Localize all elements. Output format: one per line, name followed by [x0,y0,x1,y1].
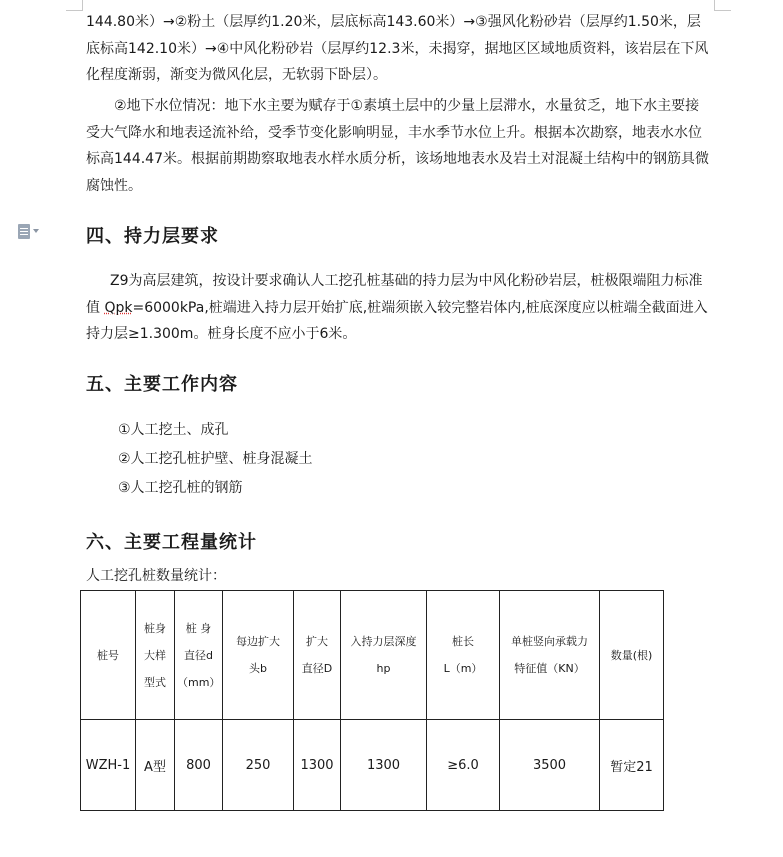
work-items-list [118,416,313,503]
header-cell: 桩长 L（m） [427,591,500,720]
table-cell: ≥6.0 [427,720,500,811]
document-icon [18,224,30,239]
bearing-text-a: Z9为高层建筑，按设计要求确认人工挖孔桩基础的持力层为中风化粉砂岩层，桩极限端阻力标准值 [86,273,703,316]
header-cell: 桩 身 直径d （mm） [175,591,223,720]
table-cell: 3500 [500,720,600,811]
bearing-layer-paragraph [86,268,712,348]
table-cell: 250 [223,720,294,811]
geology-paragraph: 144.80米）→②粉土（层厚约1.20米，层底标高143.60米）→③强风化粉砂岩（层厚约1.50米，层底标高142.10米）→④中风化粉砂岩（层厚约12.3米，未揭穿，据地区区域地质资料，该岩层在下风化程度渐弱，渐变为微风化层，无软弱下卧层）。 [86,14,709,83]
header-cell: 桩号 [81,591,136,720]
bearing-text-b: =6000kPa,桩端进入持力层开始扩底,桩端须嵌入较完整岩体内,桩底深度应以桩端全截面进入持力层≥1.300m。桩身长度不应小于6米。 [86,299,708,342]
section-heading-4: 四、持力层要求 [86,226,219,247]
header-cell: 数量(根) [600,591,664,720]
work-item: ③人工挖孔桩的钢筋 [118,480,243,496]
table-cell: 1300 [294,720,341,811]
header-cell: 单桩竖向承载力 特征值（KN） [500,591,600,720]
header-cell: 每边扩大 头b [223,591,294,720]
table-row [81,720,664,811]
header-cell: 桩身 大样 型式 [136,591,175,720]
paragraph-options-icon[interactable] [18,222,48,240]
work-item: ①人工挖土、成孔 [118,422,229,438]
page-corner-mark-right [714,0,731,11]
header-cell: 入持力层深度 hp [341,591,427,720]
table-cell: 暂定21 [600,720,664,811]
section-heading-6: 六、主要工程量统计 [86,532,257,553]
qpk-term: Qpk [104,299,133,316]
work-item: ②人工挖孔桩护壁、桩身混凝土 [118,451,313,467]
table-cell: 1300 [341,720,427,811]
page-corner-mark-left [66,0,83,11]
pile-quantity-table [80,590,664,811]
groundwater-paragraph: ②地下水位情况：地下水主要为赋存于①素填土层中的少量上层滞水，水量贫乏，地下水主要接受大气降水和地表迳流补给，受季节变化影响明显，丰水季节水位上升。根据本次勘察，地表水水位标高144.47米。根据前期勘察取地表水样水质分析，该场地地表水及岩土对混凝土结构中的钢筋具微腐蚀性。 [86,98,709,194]
table-cell: A型 [136,720,175,811]
table-cell: WZH-1 [81,720,136,811]
table-caption: 人工挖孔桩数量统计： [86,568,226,584]
table-cell: 800 [175,720,223,811]
chevron-down-icon [33,229,39,233]
table-header-row [81,591,664,720]
header-cell: 扩大 直径D [294,591,341,720]
section-heading-5: 五、主要工作内容 [86,374,238,395]
